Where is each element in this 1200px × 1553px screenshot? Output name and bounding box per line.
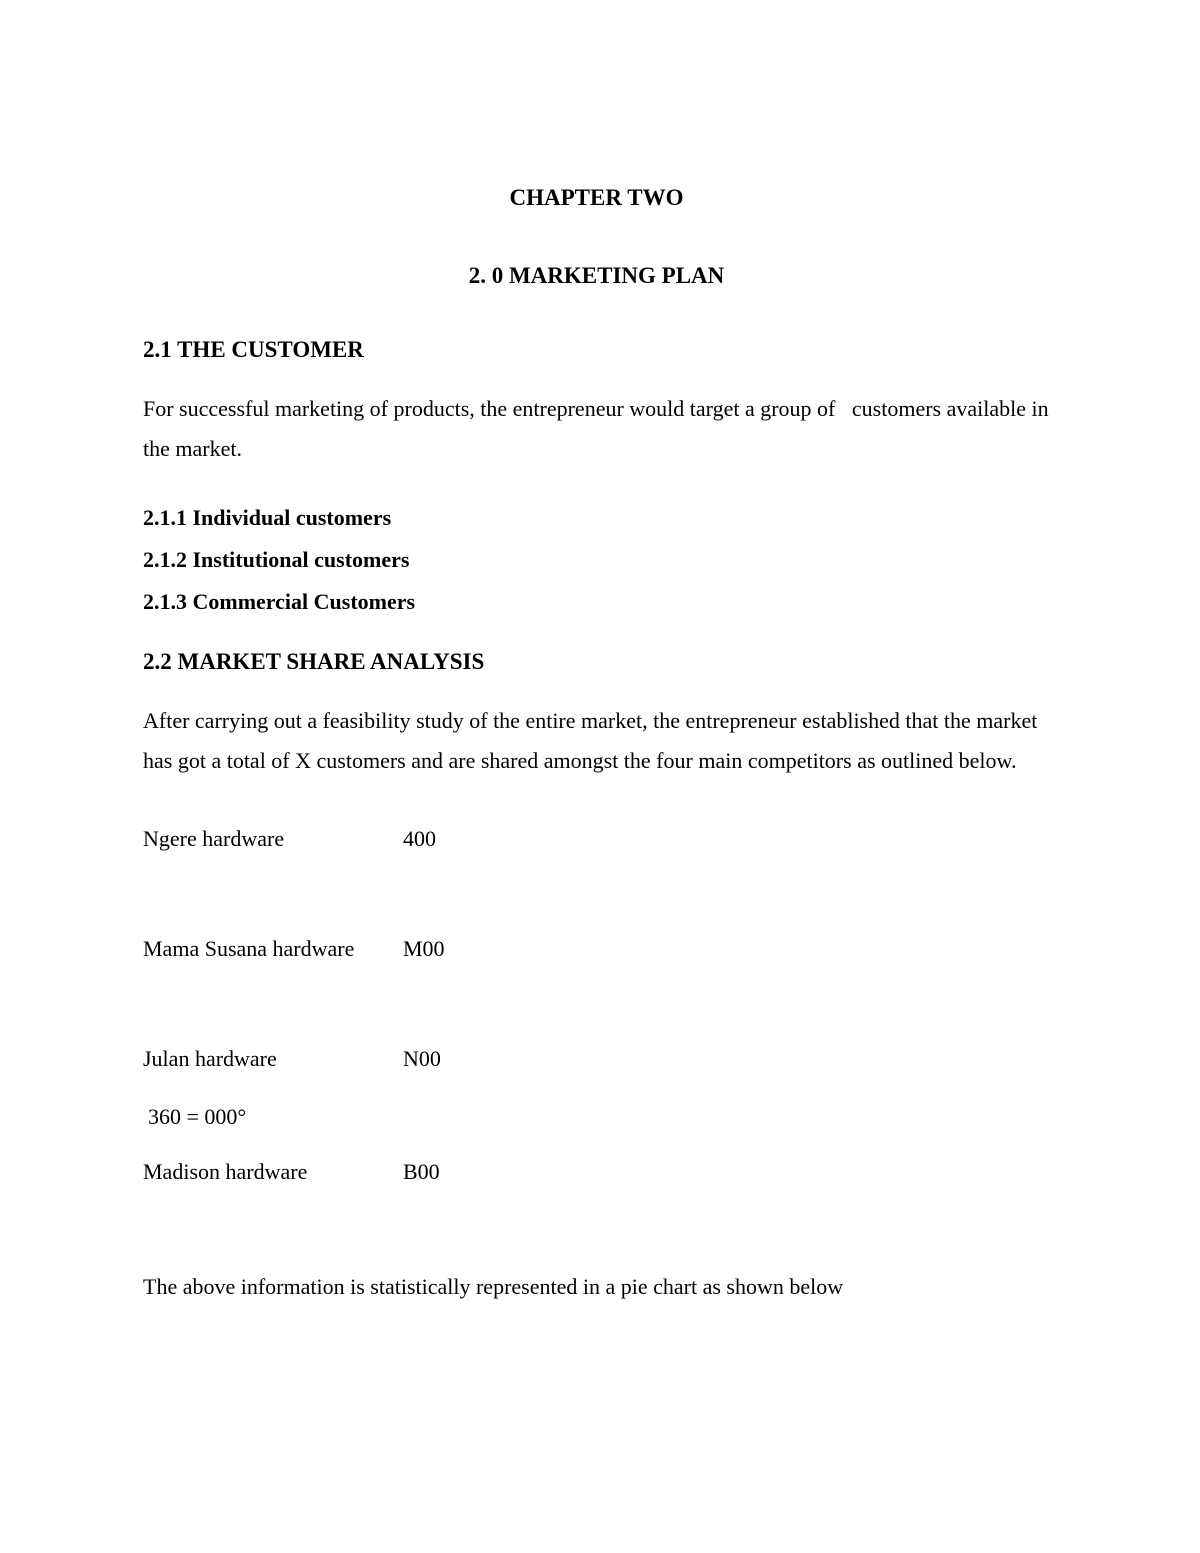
competitor-value: 400: [403, 826, 436, 851]
closing-paragraph: The above information is statistically represented in a pie chart as shown below: [143, 1274, 844, 1299]
marketing-plan-title: 2. 0 MARKETING PLAN: [468, 263, 725, 288]
customer-type-individual: 2.1.1 Individual customers: [143, 505, 392, 530]
competitor-name: Mama Susana hardware: [143, 936, 355, 961]
degree-note: 360 = 000°: [148, 1104, 247, 1129]
customer-heading: 2.1 THE CUSTOMER: [143, 337, 364, 362]
competitor-row: [143, 929, 1050, 969]
market-share-paragraph: After carrying out a feasibility study of the entire market, the entrepreneur established that the market has got a total of X customers and are shared amongst the four main competitors as outlined below.: [143, 708, 1043, 773]
competitor-name: Julan hardware: [143, 1046, 277, 1071]
competitor-value: N00: [403, 1046, 441, 1071]
chapter-title: CHAPTER TWO: [509, 185, 684, 210]
competitor-row: [143, 1152, 1050, 1192]
competitor-name: Madison hardware: [143, 1159, 308, 1184]
customer-type-commercial: 2.1.3 Commercial Customers: [143, 589, 416, 614]
competitor-name: Ngere hardware: [143, 826, 285, 851]
customer-type-list: [143, 497, 1050, 623]
competitor-row: [143, 819, 1050, 859]
competitor-row: [143, 1039, 1050, 1079]
competitor-value: B00: [403, 1159, 440, 1184]
customer-type-institutional: 2.1.2 Institutional customers: [143, 547, 410, 572]
competitor-value: M00: [403, 936, 445, 961]
customer-paragraph: For successful marketing of products, the entrepreneur would target a group of customers available in the market.: [143, 396, 1055, 461]
market-share-heading: 2.2 MARKET SHARE ANALYSIS: [143, 649, 485, 674]
